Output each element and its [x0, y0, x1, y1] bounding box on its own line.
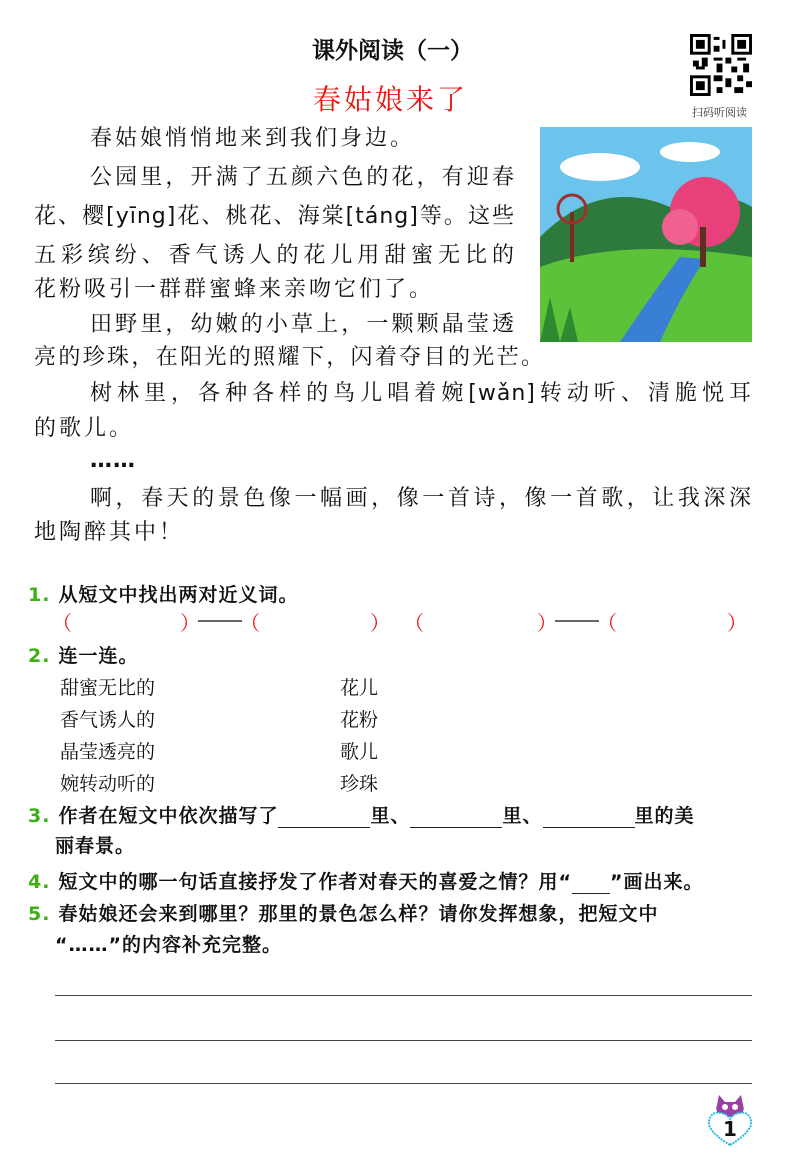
answer-blank[interactable] [543, 809, 635, 828]
question-2 [28, 641, 138, 668]
page-number: 1 [723, 1117, 737, 1141]
writing-line[interactable] [55, 995, 752, 996]
question-4 [28, 867, 703, 894]
passage-line: 五彩缤纷、香气诱人的花儿用甜蜜无比的 [34, 243, 515, 268]
passage-line: 花、樱[yīng]花、桃花、海棠[táng]等。这些 [34, 204, 515, 229]
question-text: 里、 [370, 805, 411, 827]
dash [555, 620, 599, 622]
question-text: 春姑娘还会来到哪里？那里的景色怎么样？请你发挥想象，把短文中 [58, 903, 659, 925]
synonym-answer-row [52, 607, 752, 633]
question-5 [28, 899, 658, 926]
question-text: 从短文中找出两对近义词。 [58, 584, 299, 606]
question-text: 里、 [502, 805, 543, 827]
passage-line: 田野里，幼嫩的小草上，一颗颗晶莹透 [90, 312, 515, 337]
passage-line: 亮的珍珠，在阳光的照耀下，闪着夺目的光芒。 [34, 345, 544, 370]
close-paren: ） [180, 611, 200, 635]
writing-line[interactable] [55, 1083, 752, 1084]
match-right-item[interactable]: 珍珠 [340, 773, 379, 795]
match-left-item[interactable]: 晶莹透亮的 [60, 741, 156, 763]
question-text: 里的美 [634, 805, 695, 827]
answer-blank[interactable] [410, 809, 502, 828]
match-left-item[interactable]: 香气诱人的 [60, 709, 156, 731]
passage-line: 地陶醉其中！ [34, 520, 185, 545]
passage-line: 花粉吸引一群群蜜蜂来亲吻它们了。 [34, 277, 435, 302]
answer-blank-1[interactable] [80, 611, 180, 631]
question-number: 5. [28, 903, 51, 925]
passage-ellipsis: …… [90, 448, 136, 473]
question-3 [28, 801, 695, 828]
writing-line[interactable] [55, 1040, 752, 1041]
question-3-continued: 丽春景。 [55, 835, 136, 857]
question-text: 短文中的哪一句话直接抒发了作者对春天的喜爱之情？用“ [58, 871, 572, 893]
question-text: 连一连。 [58, 645, 139, 667]
open-paren: （ [597, 611, 617, 635]
question-text: ”画出来。 [609, 871, 704, 893]
question-text: 作者在短文中依次描写了 [58, 805, 279, 827]
close-paren: ） [370, 611, 390, 635]
qr-label: 扫码听阅读 [692, 106, 747, 119]
spring-scene-illustration [540, 127, 752, 342]
passage-line: 的歌儿。 [34, 416, 135, 441]
answer-blank-2[interactable] [267, 611, 367, 631]
underline-sample [572, 875, 610, 894]
passage-line: 春姑娘悄悄地来到我们身边。 [90, 126, 416, 151]
question-number: 1. [28, 584, 51, 606]
qr-code-icon [690, 34, 752, 96]
passage-line: 啊，春天的景色像一幅画，像一首诗，像一首歌，让我深深 [90, 486, 752, 511]
open-paren: （ [404, 611, 424, 635]
open-paren: （ [52, 611, 72, 635]
question-5-continued: “……”的内容补充完整。 [55, 934, 282, 956]
question-number: 3. [28, 805, 51, 827]
passage-line: 公园里，开满了五颜六色的花，有迎春 [90, 165, 515, 190]
match-left-item[interactable]: 婉转动听的 [60, 773, 156, 795]
close-paren: ） [537, 611, 557, 635]
match-right-item[interactable]: 花粉 [340, 709, 379, 731]
story-title: 春姑娘来了 [313, 83, 469, 116]
match-left-item[interactable]: 甜蜜无比的 [60, 677, 156, 699]
match-right-item[interactable]: 歌儿 [340, 741, 379, 763]
match-right-item[interactable]: 花儿 [340, 677, 379, 699]
dash [198, 620, 242, 622]
passage-line: 树林里，各种各样的鸟儿唱着婉[wǎn]转动听、清脆悦耳 [90, 381, 752, 406]
question-number: 2. [28, 645, 51, 667]
question-number: 4. [28, 871, 51, 893]
answer-blank-3[interactable] [432, 611, 532, 631]
answer-blank-4[interactable] [624, 611, 724, 631]
open-paren: （ [240, 611, 260, 635]
answer-blank[interactable] [278, 809, 370, 828]
question-1 [28, 580, 298, 607]
section-title: 课外阅读（一） [312, 38, 473, 64]
close-paren: ） [727, 611, 747, 635]
